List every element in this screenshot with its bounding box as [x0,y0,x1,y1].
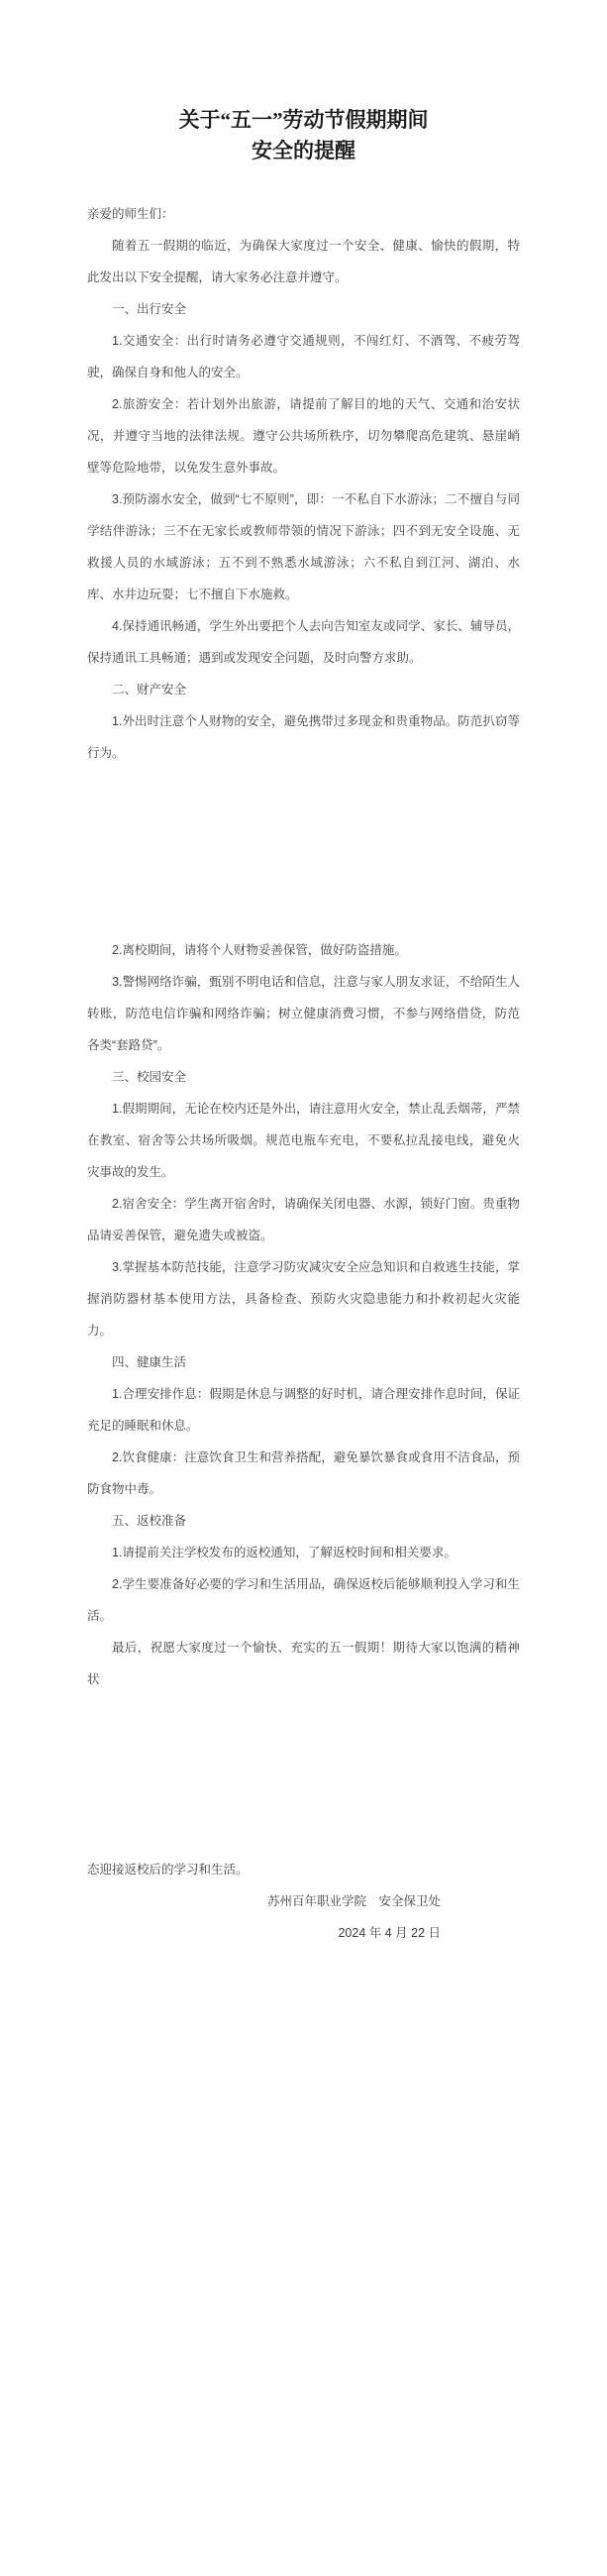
doc-title-line2: 安全的提醒 [252,139,355,162]
paragraph-keep-contact: 4.保持通讯畅通，学生外出要把个人去向告知室友或同学、家长、辅导员，保持通讯工具畅通；遇到或发现安全问题，及时向警方求助。 [87,619,520,665]
salutation: 亲爱的师生们： [87,207,174,221]
paragraph-drowning-prevention: 3.预防溺水安全，做到“七不原则”，即：一不私自下水游泳；二不擅自与同学结伴游泳；三不在无家长或教师带领的情况下游泳；四不到无安全设施、无救援人员的水域游泳；五不到不熟悉水域游泳；六不私自到江河、湖泊、水库、水井边玩耍；七不擅自下水施救。 [87,492,520,601]
date-line: 2024 年 4 月 22 日 [338,1926,441,1940]
paragraph-storage: 2.离校期间，请将个人财物妥善保管，做好防盗措施。 [112,943,407,957]
paragraph-dorm-safety: 2.宿舍安全：学生离开宿舍时，请确保关闭电器、水源，锁好门窗。贵重物品请妥善保管，避免遗失或被盗。 [87,1197,520,1242]
section-heading-property-safety: 二、财产安全 [112,683,187,697]
paragraph-diet-health: 2.饮食健康：注意饮食卫生和营养搭配，避免暴饮暴食或食用不洁食品，预防食物中毒。 [87,1450,520,1496]
paragraph-rest-schedule: 1.合理安排作息：假期是休息与调整的好时机，请合理安排作息时间，保证充足的睡眠和休息。 [87,1387,520,1433]
closing-line: 态迎接返校后的学习和生活。 [87,1863,249,1877]
paragraph-return-supplies: 2.学生要准备好必要的学习和生活用品，确保返校后能够顺利投入学习和生活。 [87,1577,520,1623]
paragraph-return-notice: 1.请提前关注学校发布的返校通知，了解返校时间和相关要求。 [112,1546,456,1559]
page-gap [87,769,520,934]
paragraph-traffic-safety: 1.交通安全：出行时请务必遵守交通规则，不闯红灯、不酒驾、不疲劳驾驶，确保自身和他人的安全。 [87,334,520,379]
paragraph-valuables: 1.外出时注意个人财物的安全，避免携带过多现金和贵重物品。防范扒窃等行为。 [87,714,520,760]
doc-body [0,198,607,1949]
section-heading-travel-safety: 一、出行安全 [112,302,187,316]
paragraph-fire-safety: 1.假期期间，无论在校内还是外出，请注意用火安全，禁止乱丢烟蒂，严禁在教室、宿舍等公共场所吸烟。规范电瓶车充电，不要私拉乱接电线，避免火灾事故的发生。 [87,1102,520,1179]
page-gap [87,1695,520,1854]
paragraph-intro: 随着五一假期的临近，为确保大家度过一个安全、健康、愉快的假期，特此发出以下安全提醒，请大家务必注意并遵守。 [87,239,520,284]
doc-title [0,0,607,166]
signature-block [87,1885,520,1949]
paragraph-fraud-alert: 3.警惕网络诈骗，甄别不明电话和信息，注意与家人朋友求证，不给陌生人转账，防范电信诈骗和网络诈骗；树立健康消费习惯，不参与网络借贷，防范各类“套路贷”。 [87,975,520,1052]
signature: 苏州百年职业学院 安全保卫处 [266,1894,441,1908]
doc-title-line1: 关于“五一”劳动节假期期间 [178,108,429,132]
paragraph-tourism-safety: 2.旅游安全：若计划外出旅游，请提前了解目的地的天气、交通和治安状况，并遵守当地的法律法规。遵守公共场所秩序，切勿攀爬高危建筑、悬崖峭壁等危险地带，以免发生意外事故。 [87,397,520,475]
section-heading-campus-safety: 三、校园安全 [112,1070,187,1084]
section-heading-return-prep: 五、返校准备 [112,1514,187,1528]
section-heading-healthy-life: 四、健康生活 [112,1355,187,1369]
paragraph-emergency-skills: 3.掌握基本防范技能，注意学习防灾减灾安全应急知识和自救逃生技能，掌握消防器材基本使用方法，具备检查、预防火灾隐患能力和扑救初起火灾能力。 [87,1260,520,1338]
paragraph-closing-wish: 最后，祝愿大家度过一个愉快、充实的五一假期！期待大家以饱满的精神状 [87,1641,520,1686]
